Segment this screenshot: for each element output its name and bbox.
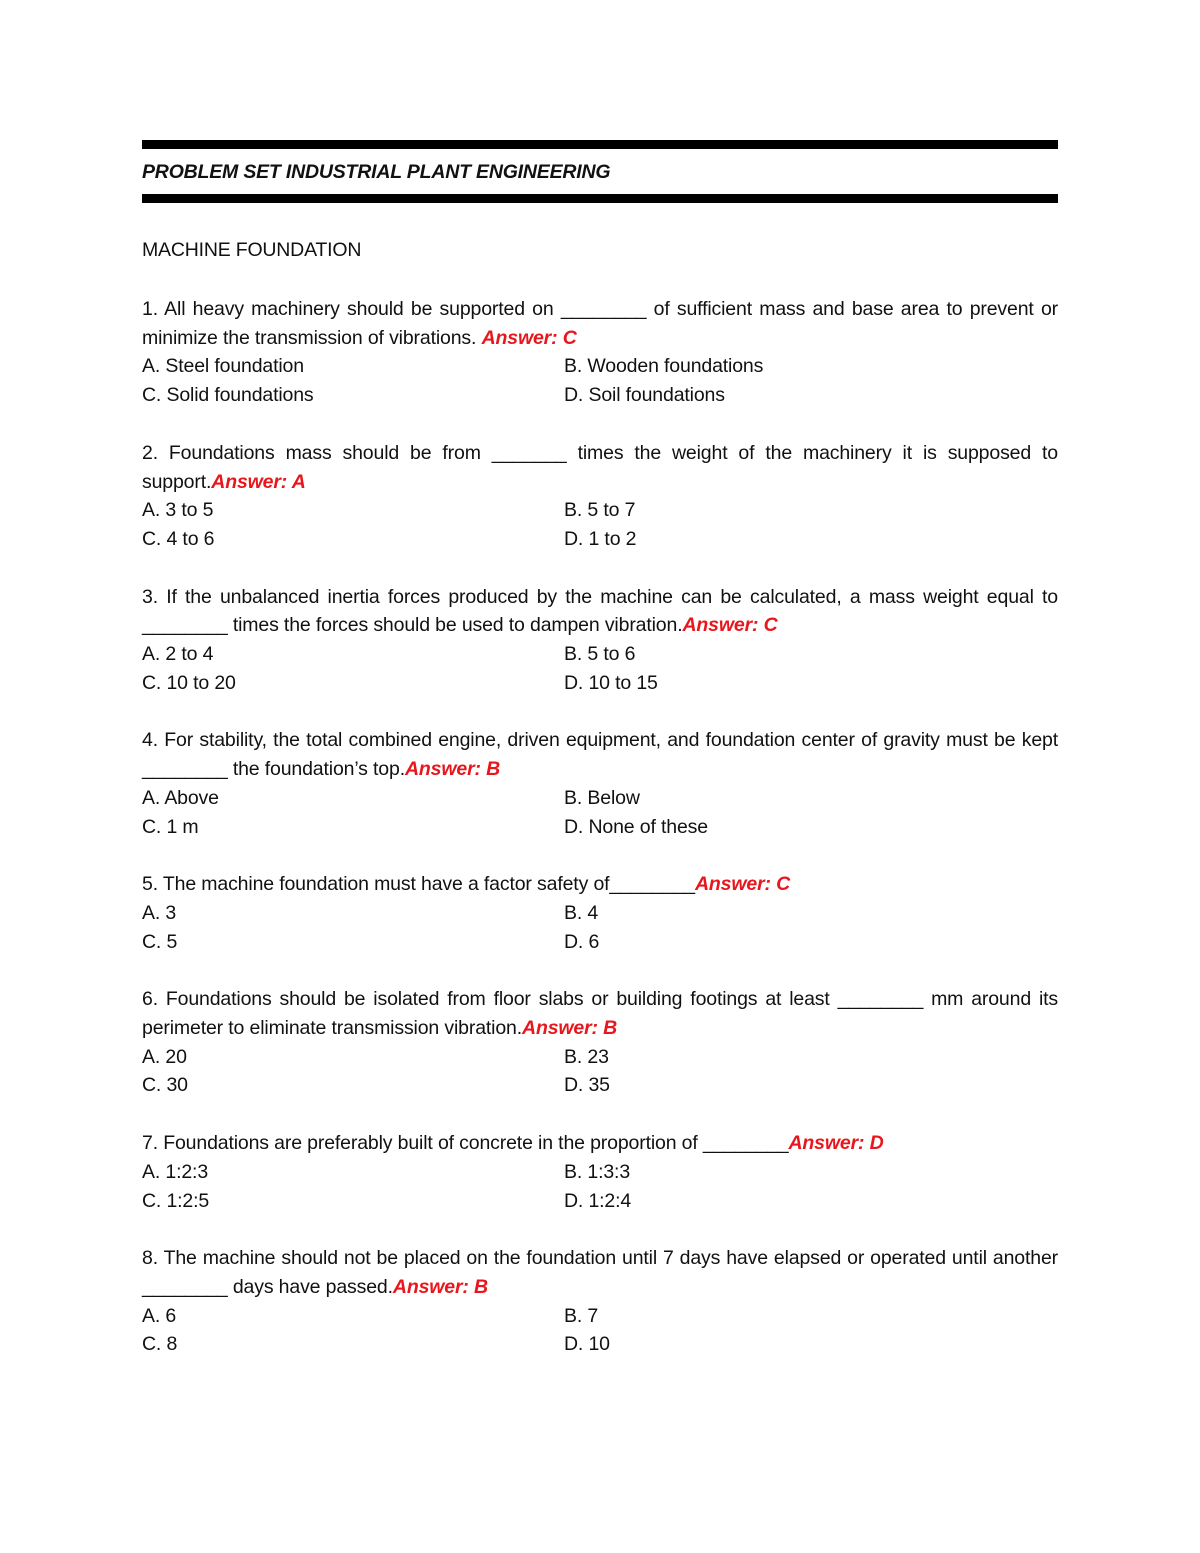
answer-key: Answer: C — [481, 326, 577, 349]
option-grid — [142, 899, 1058, 956]
option-b: B. 7 — [564, 1304, 599, 1327]
option-c: C. 5 — [142, 930, 178, 953]
option-c: C. 10 to 20 — [142, 671, 236, 694]
option-a: A. 3 to 5 — [142, 499, 214, 522]
question-3 — [142, 583, 1058, 698]
question-text — [142, 870, 1058, 899]
question-list — [142, 295, 1058, 1359]
section-title: MACHINE FOUNDATION — [142, 239, 362, 261]
answer-key: Answer: C — [694, 873, 791, 896]
option-c: C. Solid foundations — [142, 384, 314, 407]
option-c: C. 30 — [142, 1074, 188, 1097]
option-a: A. 20 — [142, 1045, 187, 1068]
option-b: B. 23 — [564, 1045, 609, 1068]
document-page — [142, 140, 1058, 1388]
question-prompt: 1. All heavy machinery should be supported on ________ of sufficient mass and base area to prevent or minimize the transmission of vibrations. — [142, 298, 1058, 349]
question-text — [142, 583, 1058, 640]
answer-key: Answer: B — [392, 1275, 488, 1298]
option-a: A. 6 — [142, 1304, 177, 1327]
option-c: C. 1 m — [142, 815, 199, 838]
answer-key: Answer: B — [522, 1017, 618, 1040]
option-grid — [142, 784, 1058, 841]
option-d: D. Soil foundations — [564, 384, 725, 407]
option-grid — [142, 1043, 1058, 1100]
question-text — [142, 726, 1058, 783]
question-prompt: 4. For stability, the total combined engine, driven equipment, and foundation center of gravity must be kept ________ the foundation’s top. — [142, 729, 1058, 781]
option-d: D. None of these — [564, 815, 708, 838]
option-a: A. Steel foundation — [142, 355, 304, 378]
option-b: B. 5 to 7 — [564, 499, 636, 522]
option-d: D. 10 — [564, 1333, 610, 1356]
answer-key: Answer: D — [788, 1132, 884, 1155]
option-b: B. 5 to 6 — [564, 643, 636, 666]
question-text — [142, 985, 1058, 1042]
question-2 — [142, 439, 1058, 554]
option-grid — [142, 496, 1058, 553]
answer-key: Answer: A — [211, 470, 306, 493]
option-grid — [142, 352, 1058, 409]
option-d: D. 35 — [564, 1074, 610, 1097]
question-prompt: 2. Foundations mass should be from _______ times the weight of the machinery it is supposed to support. — [142, 441, 1058, 493]
question-8 — [142, 1244, 1058, 1359]
question-1 — [142, 295, 1058, 410]
question-4 — [142, 726, 1058, 841]
option-d: D. 10 to 15 — [564, 671, 658, 694]
option-c: C. 8 — [142, 1333, 178, 1356]
option-b: B. Below — [564, 786, 640, 809]
option-c: C. 1:2:5 — [142, 1189, 210, 1212]
option-a: A. 2 to 4 — [142, 643, 214, 666]
option-b: B. Wooden foundations — [564, 355, 764, 378]
option-d: D. 6 — [564, 930, 600, 953]
option-d: D. 1 to 2 — [564, 527, 637, 550]
question-text — [142, 439, 1058, 496]
answer-key: Answer: B — [404, 758, 501, 781]
option-a: A. 3 — [142, 901, 177, 924]
question-text — [142, 295, 1058, 352]
top-rule — [142, 140, 1058, 149]
question-6 — [142, 985, 1058, 1100]
question-prompt: 5. The machine foundation must have a factor safety of________ — [142, 873, 695, 896]
option-a: A. Above — [142, 786, 219, 809]
question-prompt: 7. Foundations are preferably built of concrete in the proportion of ________ — [142, 1132, 789, 1155]
option-a: A. 1:2:3 — [142, 1160, 209, 1183]
option-b: B. 4 — [564, 901, 599, 924]
question-text — [142, 1244, 1058, 1301]
document-title: PROBLEM SET INDUSTRIAL PLANT ENGINEERING — [142, 161, 611, 183]
option-b: B. 1:3:3 — [564, 1160, 631, 1183]
question-text — [142, 1129, 1058, 1158]
option-c: C. 4 to 6 — [142, 527, 215, 550]
question-prompt: 6. Foundations should be isolated from floor slabs or building footings at least ________ mm around its perimeter to eliminate transmission vibration. — [142, 988, 1058, 1040]
option-d: D. 1:2:4 — [564, 1189, 632, 1212]
option-grid — [142, 1158, 1058, 1215]
bottom-rule — [142, 194, 1058, 203]
option-grid — [142, 1302, 1058, 1359]
answer-key: Answer: C — [682, 614, 778, 637]
option-grid — [142, 640, 1058, 697]
question-7 — [142, 1129, 1058, 1215]
question-prompt: 3. If the unbalanced inertia forces produced by the machine can be calculated, a mass weight equal to ________ times the forces should be used to dampen vibration. — [142, 585, 1058, 637]
question-prompt: 8. The machine should not be placed on the foundation until 7 days have elapsed or operated until another ________ days have passed. — [142, 1247, 1058, 1298]
question-5 — [142, 870, 1058, 956]
